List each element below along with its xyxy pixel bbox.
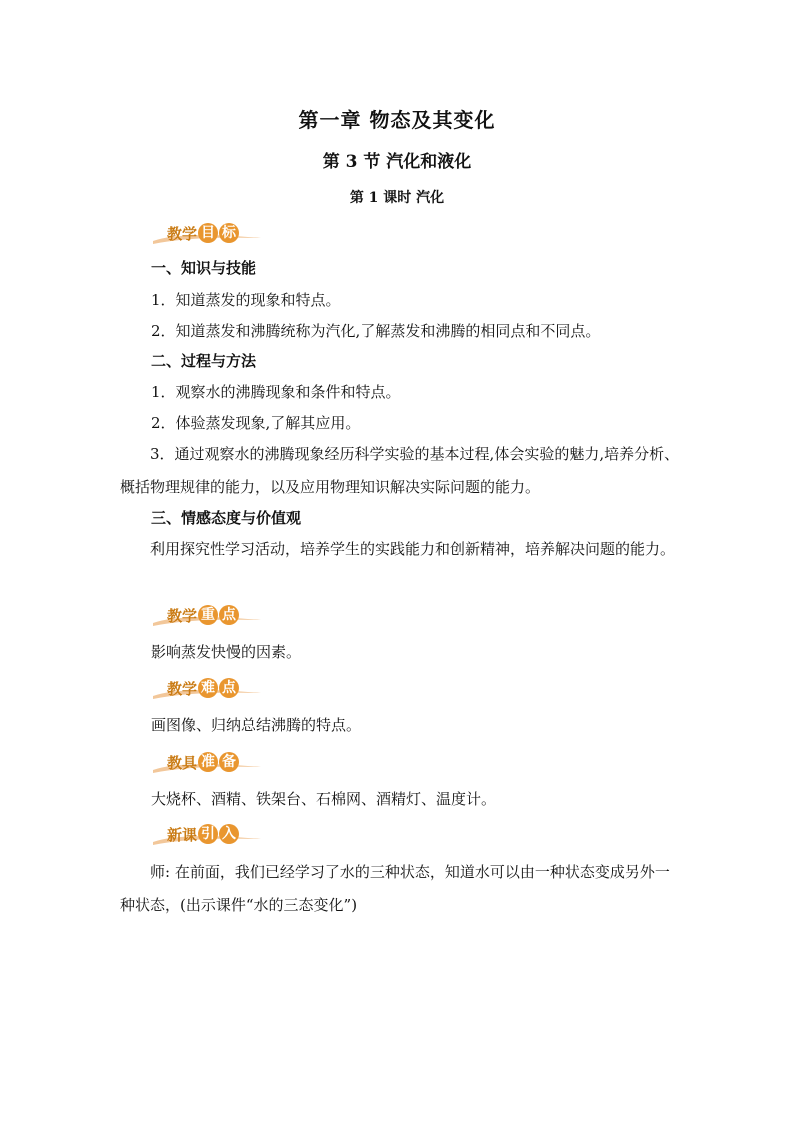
key-point-text: 影响蒸发快慢的因素。: [151, 643, 302, 661]
badge-char: 学: [182, 679, 198, 698]
teaching-tools-text: 大烧杯、酒精、铁架台、石棉网、酒精灯、温度计。: [151, 790, 497, 808]
goal-item: 2．知道蒸发和沸腾统称为汽化,了解蒸发和沸腾的相同点和不同点。: [151, 322, 601, 340]
badge-char-circle: 目: [198, 223, 218, 243]
badge-char: 学: [182, 224, 198, 243]
difficult-point-text: 画图像、归纳总结沸腾的特点。: [151, 716, 362, 734]
goal-paragraph: 3．通过观察水的沸腾现象经历科学实验的基本过程,体会实验的魅力,培养分析、概括物理规律的能力，以及应用物理知识解决实际问题的能力。: [120, 445, 680, 496]
badge-char-circle: 难: [198, 678, 218, 698]
goal-item: 2．体验蒸发现象,了解其应用。: [151, 414, 361, 432]
lesson-intro-paragraph: 师: 在前面，我们已经学习了水的三种状态，知道水可以由一种状态变成另外一种状态，(出示课件“水的三态变化”): [120, 863, 670, 914]
badge-char-circle: 点: [219, 605, 239, 625]
badge-char: 新: [167, 825, 183, 844]
badge-char: 课: [182, 825, 198, 844]
badge-char-circle: 标: [219, 223, 239, 243]
badge-char: 教: [167, 679, 183, 698]
goal-item: 1．观察水的沸腾现象和条件和特点。: [151, 383, 401, 401]
badge-lesson-intro: [151, 820, 271, 848]
badge-char: 教: [167, 606, 183, 625]
badge-char-circle: 重: [198, 605, 218, 625]
badge-char-circle: 引: [198, 824, 218, 844]
badge-char: 具: [182, 753, 198, 772]
chapter-title: 第一章 物态及其变化: [298, 108, 496, 132]
badge-char: 教: [167, 753, 183, 772]
badge-key-point: [151, 601, 271, 629]
badge-char-circle: 准: [198, 752, 218, 772]
badge-teaching-tools: [151, 748, 271, 776]
subheading-attitude: 三、情感态度与价值观: [151, 509, 302, 527]
subheading-process: 二、过程与方法: [151, 352, 257, 370]
badge-char-circle: 备: [219, 752, 239, 772]
subheading-knowledge: 一、知识与技能: [151, 259, 257, 277]
badge-difficult-point: [151, 674, 271, 702]
lesson-title: 第 1 课时 汽化: [349, 190, 445, 206]
badge-char-circle: 点: [219, 678, 239, 698]
attitude-paragraph: 利用探究性学习活动，培养学生的实践能力和创新精神，培养解决问题的能力。: [150, 540, 676, 558]
badge-char: 教: [167, 224, 183, 243]
goal-item: 1．知道蒸发的现象和特点。: [151, 291, 341, 309]
badge-char-circle: 入: [219, 824, 239, 844]
badge-char: 学: [182, 606, 198, 625]
section-title: 第 3 节 汽化和液化: [322, 152, 472, 172]
badge-teaching-goals: [151, 219, 271, 247]
